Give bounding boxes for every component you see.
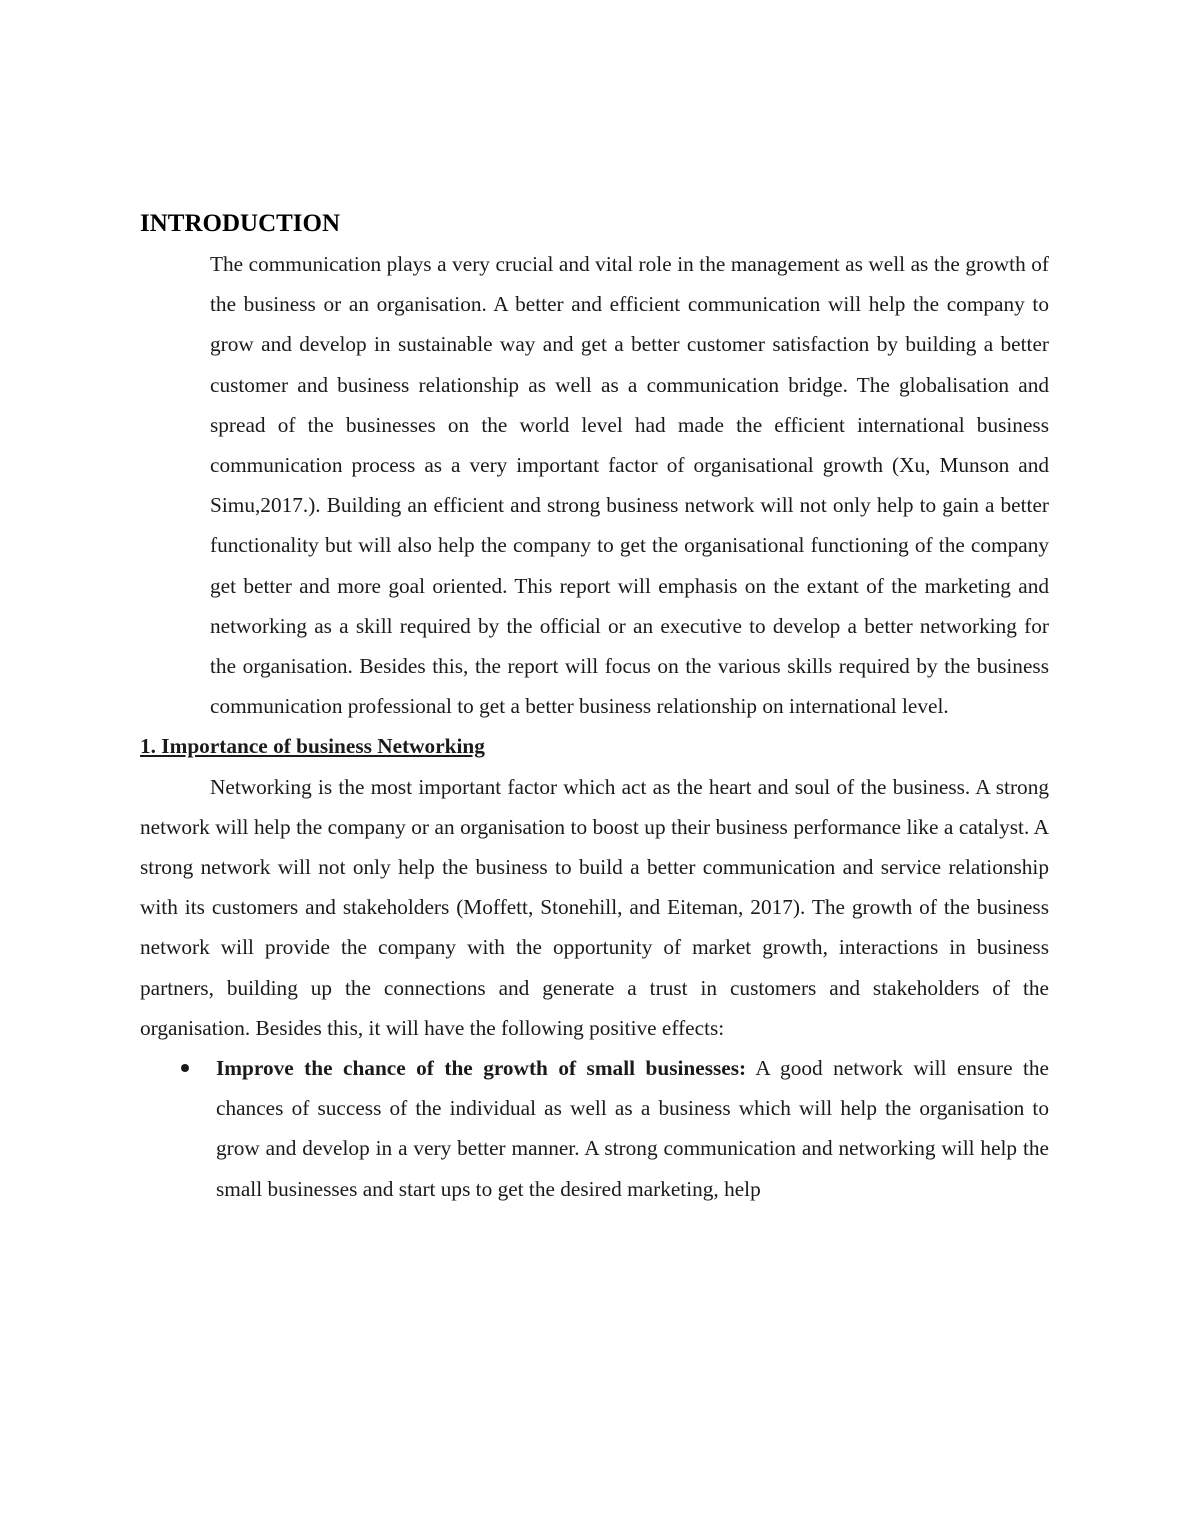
positive-effects-list — [140, 1048, 1049, 1209]
introduction-paragraph: The communication plays a very crucial and vital role in the management as well as the growth of the business or an organisation. A better and efficient communication will help the company to grow and develop in sustainable way and get a better customer satisfaction by building a better customer and business relationship as well as a communication bridge. The globalisation and spread of the businesses on the world level had made the efficient international business communication process as a very important factor of organisational growth (Xu, Munson and Simu,2017.). Building an efficient and strong business network will not only help to gain a better functionality but will also help the company to get the organisational functioning of the company get better and more goal oriented. This report will emphasis on the extant of the marketing and networking as a skill required by the official or an executive to develop a better networking for the organisation. Besides this, the report will focus on the various skills required by the business communication professional to get a better business relationship on international level. — [210, 252, 1049, 719]
list-item — [216, 1048, 1049, 1209]
bullet-icon — [181, 1064, 189, 1072]
section-1-paragraph: Networking is the most important factor which act as the heart and soul of the business. A strong network will help the company or an organisation to boost up their business performance like a catalyst. A strong network will not only help the business to build a better communication and service relationship with its customers and stakeholders (Moffett, Stonehill, and Eiteman, 2017). The growth of the business network will provide the company with the opportunity of market growth, interactions in business partners, building up the connections and generate a trust in customers and stakeholders of the organisation. Besides this, it will have the following positive effects: — [140, 774, 1049, 1040]
document-page — [140, 204, 1049, 1209]
bullet-lead-text: Improve the chance of the growth of small businesses: — [216, 1056, 747, 1081]
section-1-heading: 1. Importance of business Networking — [140, 734, 485, 759]
bullet-body-text: A good network will ensure the chances of success of the individual as well as a business which will help the organisation to grow and develop in a very better manner. A strong communication and networking will help the small businesses and start ups to get the desired marketing, help — [216, 1056, 1049, 1201]
introduction-heading: INTRODUCTION — [140, 210, 341, 237]
